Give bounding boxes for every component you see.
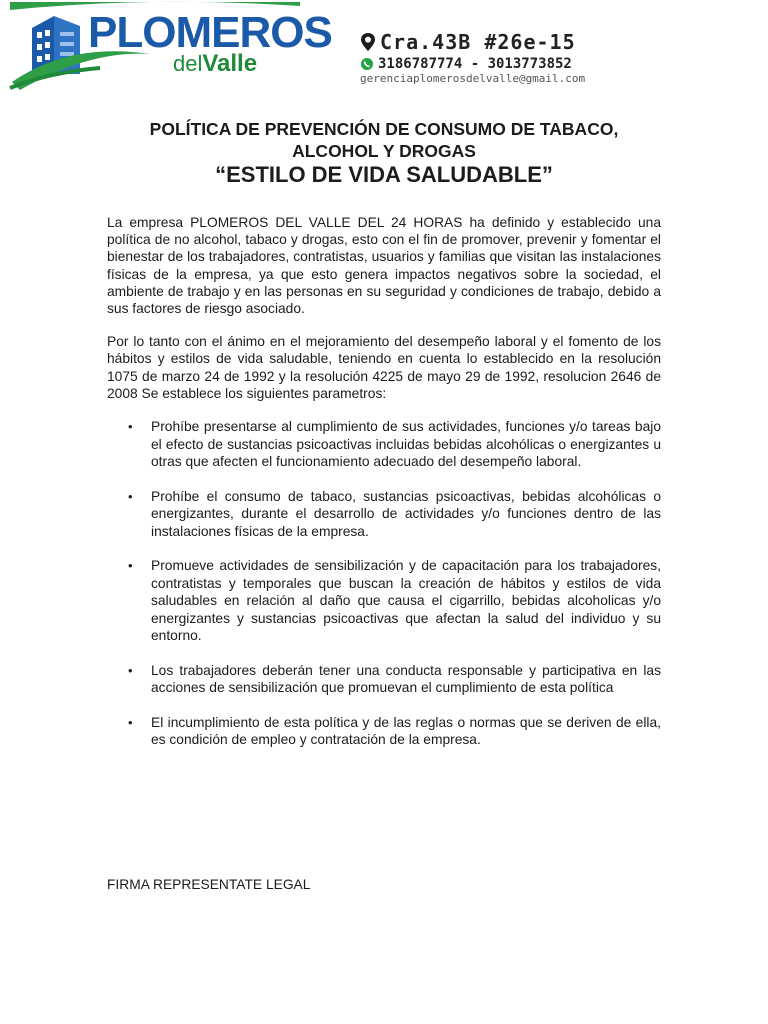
signature-label: FIRMA REPRESENTATE LEGAL: [107, 877, 311, 892]
letterhead: [0, 0, 768, 95]
phone-line: [360, 56, 660, 72]
intro-paragraph: La empresa PLOMEROS DEL VALLE DEL 24 HORAS ha definido y establecido una política de no alcohol, tabaco y drogas, esto con el fin de promover, prevenir y fomentar el bienestar de los trabajadores, contratistas, usuarios y familias que visitan las instalaciones físicas de la empresa, ya que esto genera impactos negativos sobre la sociedad, el ambiente de trabajo y en las personas en su seguridad y condiciones de trabajo, debido a sus factores de riesgo asociado.: [107, 215, 661, 317]
address-line: [360, 30, 660, 54]
rule-text: Prohíbe presentarse al cumplimiento de sus actividades, funciones y/o tareas bajo el efecto de sustancias psicoactivas incluidas bebidas alcohólicas o energizantes u otras que afecten el funcionamiento adecuado del desempeño laboral.: [151, 419, 661, 470]
document-subtitle: “ESTILO DE VIDA SALUDABLE”: [215, 162, 553, 187]
rule-text: Los trabajadores deberán tener una conducta responsable y participativa en las acciones de sensibilización que promuevan el cumplimiento de esta política: [151, 662, 661, 696]
bullet-icon: •: [128, 662, 133, 678]
document-title: POLÍTICA DE PREVENCIÓN DE CONSUMO DE TABACO, ALCOHOL Y DROGAS: [149, 119, 619, 161]
document-body: [107, 118, 661, 766]
whatsapp-icon: [360, 57, 374, 71]
bullet-icon: •: [128, 488, 133, 504]
rule-text: Promueve actividades de sensibilización y de capacitación para los trabajadores, contratistas y temporales que buscan la creación de hábitos y estilos de vida saludables en relación al daño que causa el cigarrillo, bebidas alcoholicas y/o energizantes y sustancias psicoactivas que afectan la salud del individuo y su entorno.: [151, 558, 661, 644]
list-item: [128, 714, 661, 749]
list-item: [128, 557, 661, 645]
rules-list: [107, 418, 661, 749]
phone-text: 3186787774 - 3013773852: [378, 56, 572, 72]
contact-block: [360, 30, 660, 85]
brand-sub-prefix: del: [173, 51, 203, 76]
brand-tagline: [173, 50, 257, 78]
list-item: [128, 418, 661, 471]
email-line: [360, 72, 660, 85]
address-text: Cra.43B #26e-15: [380, 30, 576, 54]
bullet-icon: •: [128, 419, 133, 435]
rule-text: El incumplimiento de esta política y de las reglas o normas que se deriven de ella, es condición de empleo y contratación de la empresa.: [151, 714, 661, 748]
parameters-paragraph: Por lo tanto con el ánimo en el mejoramiento del desempeño laboral y el fomento de los hábitos y estilos de vida saludable, teniendo en cuenta lo establecido en la resolución 1075 de marzo 24 de 1992 y la resolución 4225 de mayo 29 de 1992, resolucion 2646 de 2008 Se establece los siguientes parametros:: [107, 334, 661, 401]
brand-sub-main: Valle: [202, 50, 258, 77]
rule-text: Prohíbe el consumo de tabaco, sustancias psicoactivas, bebidas alcohólicas o energizantes, durante el desarrollo de actividades y/o funciones dentro de las instalaciones físicas de la empresa.: [151, 488, 661, 539]
list-item: [128, 488, 661, 541]
bullet-icon: •: [128, 558, 133, 574]
list-item: [128, 662, 661, 697]
location-pin-icon: [360, 32, 376, 52]
bullet-icon: •: [128, 714, 133, 730]
email-text: gerenciaplomerosdelvalle@gmail.com: [360, 72, 586, 85]
brand-name: PLOMEROS: [88, 8, 332, 57]
